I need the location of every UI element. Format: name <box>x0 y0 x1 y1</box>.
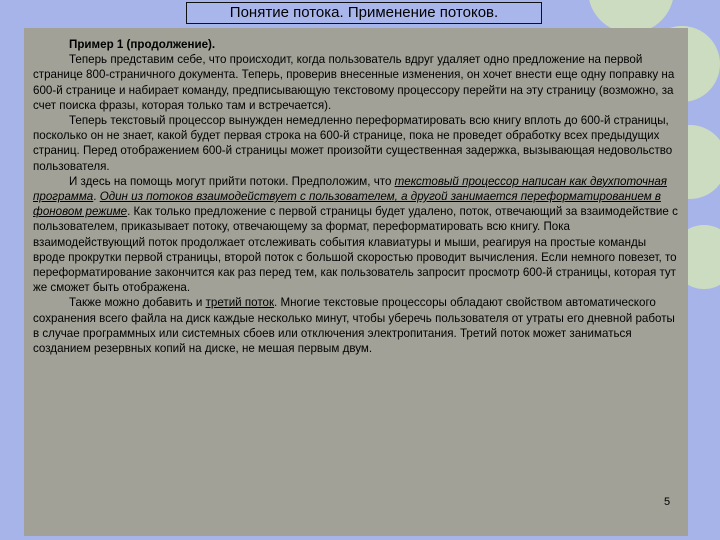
slide-title-box <box>186 2 542 24</box>
p4-text-a: Также можно добавить и <box>69 296 206 310</box>
paragraph-2: Теперь текстовый процессор вынужден немедленно переформатировать всю книгу вплоть до 600-й страницы, посколько он не знает, какой будет первая строка на 600-й странице, пока не проведет обработку всех предыдущих страниц. Перед отображением 600-й страницы может произойти существенная задержка, вызывающая недовольство пользователя. <box>33 114 673 173</box>
p3-text-e: . Как только предложение с первой страницы будет удалено, поток, отвечающий за взаимодействие с пользователем, приказывает потоку, отвечающему за формат, переформатировать всю книгу. Пока взаимодействующий поток продолжает отслеживать события клавиатуры и мыши, реагируя на простые команды вроде прокрутки первой страницы, второй поток с большой скоростью проводит вычисления. Если немного повезет, то переформатирование закончится как раз перед тем, как пользователь запросит просмотр 600-й страницы, которая тут же сможет быть отображена. <box>33 205 678 295</box>
paragraph-4 <box>33 295 679 356</box>
p3-text-c: . <box>93 190 100 204</box>
paragraph-3 <box>33 174 679 296</box>
p4-third-thread: третий поток <box>205 296 275 310</box>
p3-emphasis-background: Один из потоков взаимодействует с пользователем, а другой занимается переформатированием в фоновом режиме <box>33 190 661 219</box>
p3-emphasis-two-thread: текстовый процессор написан как двухпоточная программа <box>33 174 667 204</box>
p4-text-c: . Многие текстовые процессоры обладают свойством автоматического сохранения всего файла на диск каждые несколько минут, чтобы уберечь пользователя от утраты его дневной работы в случае программных или системных сбоев или отключения электропитания. Третий поток может заниматься созданием резервных копий на диске, не мешая первым двум. <box>33 296 675 356</box>
slide-body <box>33 37 679 356</box>
slide-title: Понятие потока. Применение потоков. <box>229 4 499 21</box>
example-heading: Пример 1 (продолжение). <box>69 38 216 51</box>
p3-text-a: И здесь на помощь могут прийти потоки. Предположим, что <box>69 174 395 188</box>
paragraph-1: Теперь представим себе, что происходит, когда пользователь вдруг удаляет одно предложение на первой странице 800-страничного документа. Теперь, проверив внесенные изменения, он хочет внести еще одну поправку на 600-й странице и набирает команду, предписывающую текстовому процессору перейти на эту страницу (возможно, за счет поиска фразы, которая только там и встречается). <box>33 53 675 112</box>
page-number: 5 <box>664 496 671 508</box>
